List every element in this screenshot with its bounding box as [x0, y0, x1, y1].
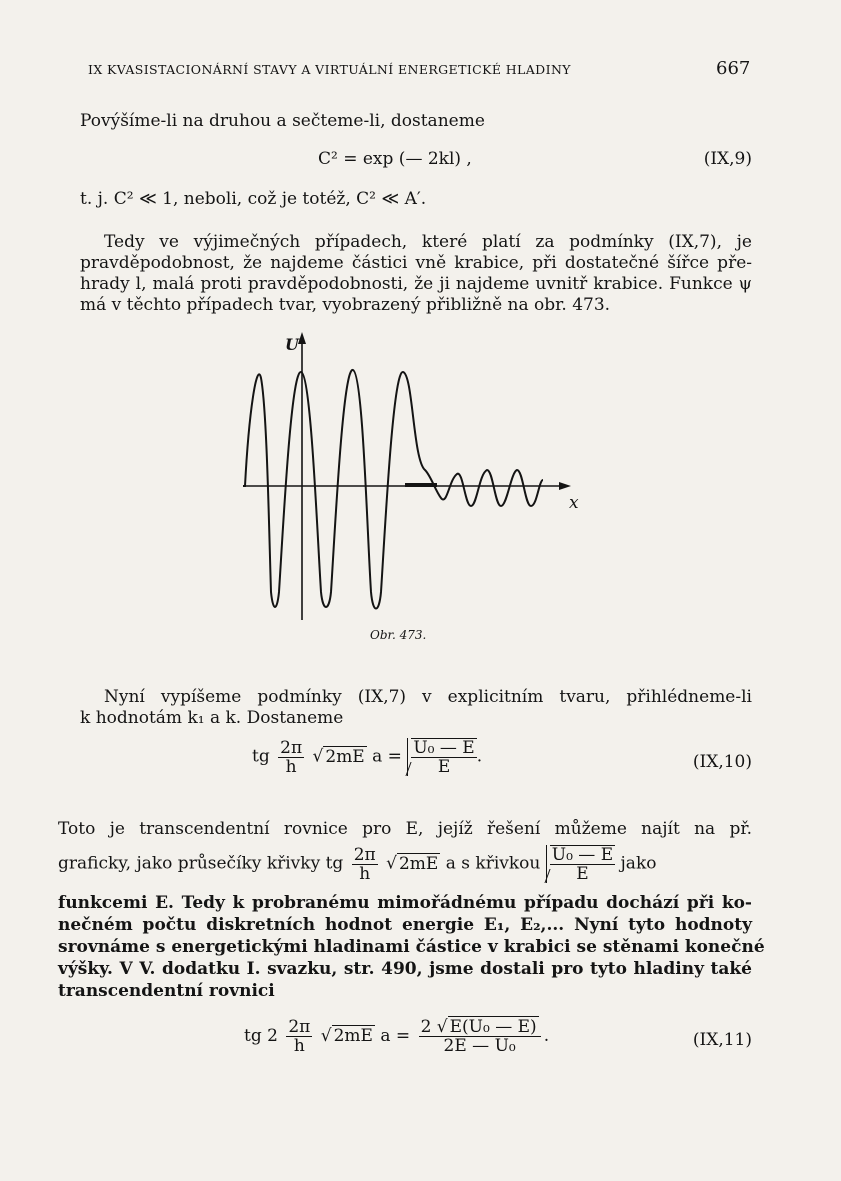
- paragraph-5-line-6: výšky. V V. dodatku I. svazku, str. 490, jsme dostali pro tyto hladiny také: [58, 959, 752, 979]
- x-axis-arrow: [559, 482, 571, 490]
- running-header: IX KVASISTACIONÁRNÍ STAVY A VIRTUÁLNÍ ENERGETICKÉ HLADINY: [88, 62, 571, 77]
- paragraph-5-line-1: Toto je transcendentní rovnice pro E, jejíž řešení můžeme najít na př.: [58, 819, 752, 839]
- eq11-fraction: $\frac{\text{2 √ E(U₀ — E)}}{\text{2E — U₀}}$: [419, 1018, 541, 1055]
- paragraph-5-line-5: srovnáme s energetickými hladinami částice v krabici se stěnami konečné: [58, 937, 765, 957]
- eq10-root: 2mE: [325, 746, 365, 767]
- paragraph-3-line-4: má v těchto případech tvar, vyobrazený přibližně na obr. 473.: [80, 295, 611, 315]
- psi-curve: [243, 370, 543, 609]
- paragraph-3-line-1: Tedy ve výjimečných případech, které platí za podmínky (IX,7), je: [104, 232, 752, 252]
- eq10-tg: tg: [252, 746, 270, 767]
- page-number: 667: [716, 58, 751, 79]
- x-axis-label: x: [569, 493, 579, 513]
- y-axis-arrow: [298, 332, 306, 344]
- y-axis-label: U: [285, 335, 299, 354]
- paragraph-3-line-3: hrady l, malá proti pravděpodobnosti, že ji najdeme uvnitř krabice. Funkce ψ: [80, 274, 752, 294]
- equation-number-ix9: (IX,9): [703, 149, 752, 169]
- equation-ix11: tg 2 $\frac{2\pi}{h}$ √ 2mE a = $\frac{\text{2 √ E(U₀ — E)}}{\text{2E — U₀}}$ .: [244, 1017, 550, 1056]
- equation-number-ix11: (IX,11): [692, 1030, 752, 1050]
- eq10-fraction: $\frac{2\pi}{h}$: [280, 737, 303, 777]
- paragraph-3-line-2: pravděpodobnost, že najdeme částici vně krabice, při dostatečné šířce pře-: [80, 253, 752, 273]
- equation-number-ix10: (IX,10): [692, 752, 752, 772]
- paragraph-4-line-2: k hodnotám k₁ a k. Dostaneme: [80, 708, 344, 728]
- eq10-a: a =: [372, 746, 402, 767]
- equation-ix9: C² = exp (— 2kl) ,: [318, 149, 472, 169]
- paragraph-2: t. j. C² ≪ 1, neboli, což je totéž, C² ≪ A′.: [80, 189, 427, 209]
- equation-ix10: tg $\frac{2\pi}{h}$ √ 2mE a = $\frac{\text{U₀ — E}}{E}$ .: [252, 737, 483, 777]
- paragraph-5-line-3: funkcemi E. Tedy k probranému mimořádnému případu dochází při ko-: [58, 893, 752, 913]
- figure-caption: Obr. 473.: [370, 628, 427, 642]
- paragraph-5-line-7: transcendentní rovnici: [58, 981, 275, 1001]
- eq10-big-root: $\frac{\text{U₀ — E}}{E}$: [407, 738, 476, 776]
- paragraph-1: Povýšíme-li na druhou a sečteme-li, dostaneme: [80, 111, 485, 131]
- paragraph-5-line-2: graficky, jako průsečíky křivky tg $\frac{2\pi}{h}$ √ 2mE a s křivkou $\frac{\text{U₀ — E}}{E}$ jako: [58, 844, 657, 884]
- wavefunction-figure: [225, 330, 585, 630]
- paragraph-4-line-1: Nyní vypíšeme podmínky (IX,7) v explicitním tvaru, přihlédneme-li: [104, 687, 752, 707]
- paragraph-5-line-4: nečném počtu diskretních hodnot energie E₁, E₂,... Nyní tyto hodnoty: [58, 915, 752, 935]
